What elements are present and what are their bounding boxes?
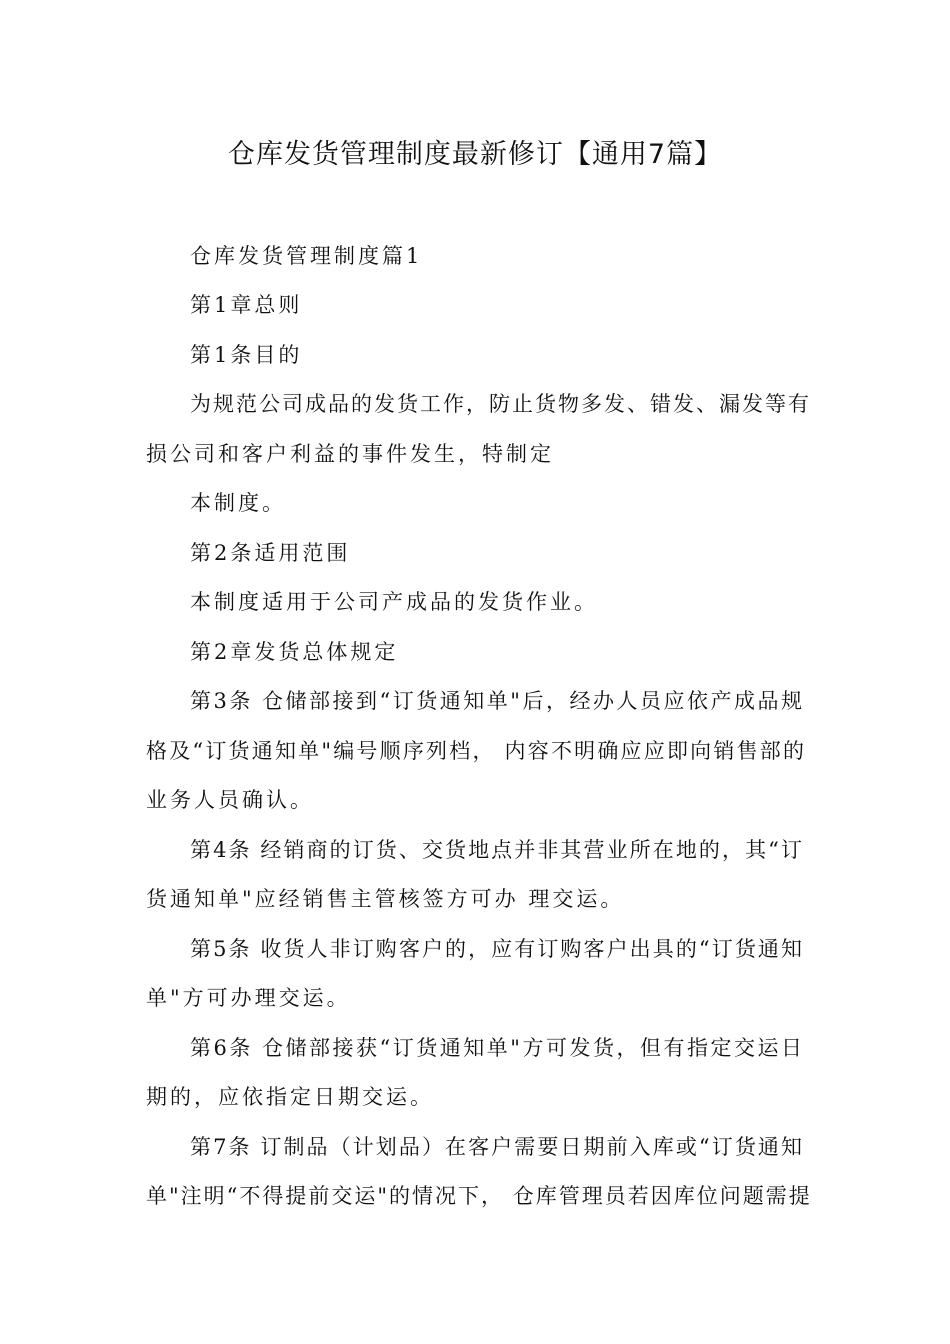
paragraph-line: 第6条 仓储部接获“订货通知单"方可发货，但有指定交运日 — [190, 1036, 804, 1060]
paragraph-line: 货通知单"应经销售主管核签方可办 理交运。 — [146, 887, 625, 911]
paragraph-line: 第5条 收货人非订购客户的，应有订购客户出具的“订货通知 — [190, 937, 804, 961]
paragraph-line: 第7条 订制品（计划品）在客户需要日期前入库或“订货通知 — [190, 1135, 804, 1159]
chapter-heading: 第1章总则 — [190, 293, 303, 317]
paragraph-line: 单"注明“不得提前交运"的情况下， 仓库管理员若因库位问题需提 — [146, 1184, 812, 1208]
paragraph-line: 格及“订货通知单"编号顺序列档， 内容不明确应应即向销售部的 — [146, 739, 806, 763]
paragraph-line: 业务人员确认。 — [146, 788, 314, 812]
paragraph-line: 单"方可办理交运。 — [146, 986, 351, 1010]
chapter-heading: 第2章发货总体规定 — [190, 640, 399, 664]
article-heading: 第2条适用范围 — [190, 541, 351, 565]
paragraph-line: 损公司和客户利益的事件发生，特制定 — [146, 442, 554, 466]
paragraph-line: 期的，应依指定日期交运。 — [146, 1085, 434, 1109]
section-heading: 仓库发货管理制度篇1 — [190, 244, 423, 268]
paragraph-line: 本制度。 — [190, 491, 286, 515]
paragraph-line: 本制度适用于公司产成品的发货作业。 — [190, 590, 598, 614]
document-title: 仓库发货管理制度最新修订【通用7篇】 — [227, 139, 723, 170]
paragraph-line: 第4条 经销商的订货、交货地点并非其营业所在地的，其“订 — [190, 838, 804, 862]
paragraph-line: 第3条 仓储部接到“订货通知单"后，经办人员应依产成品规 — [190, 689, 804, 713]
article-heading: 第1条目的 — [190, 343, 303, 367]
paragraph-line: 为规范公司成品的发货工作，防止货物多发、错发、漏发等有 — [190, 392, 811, 416]
